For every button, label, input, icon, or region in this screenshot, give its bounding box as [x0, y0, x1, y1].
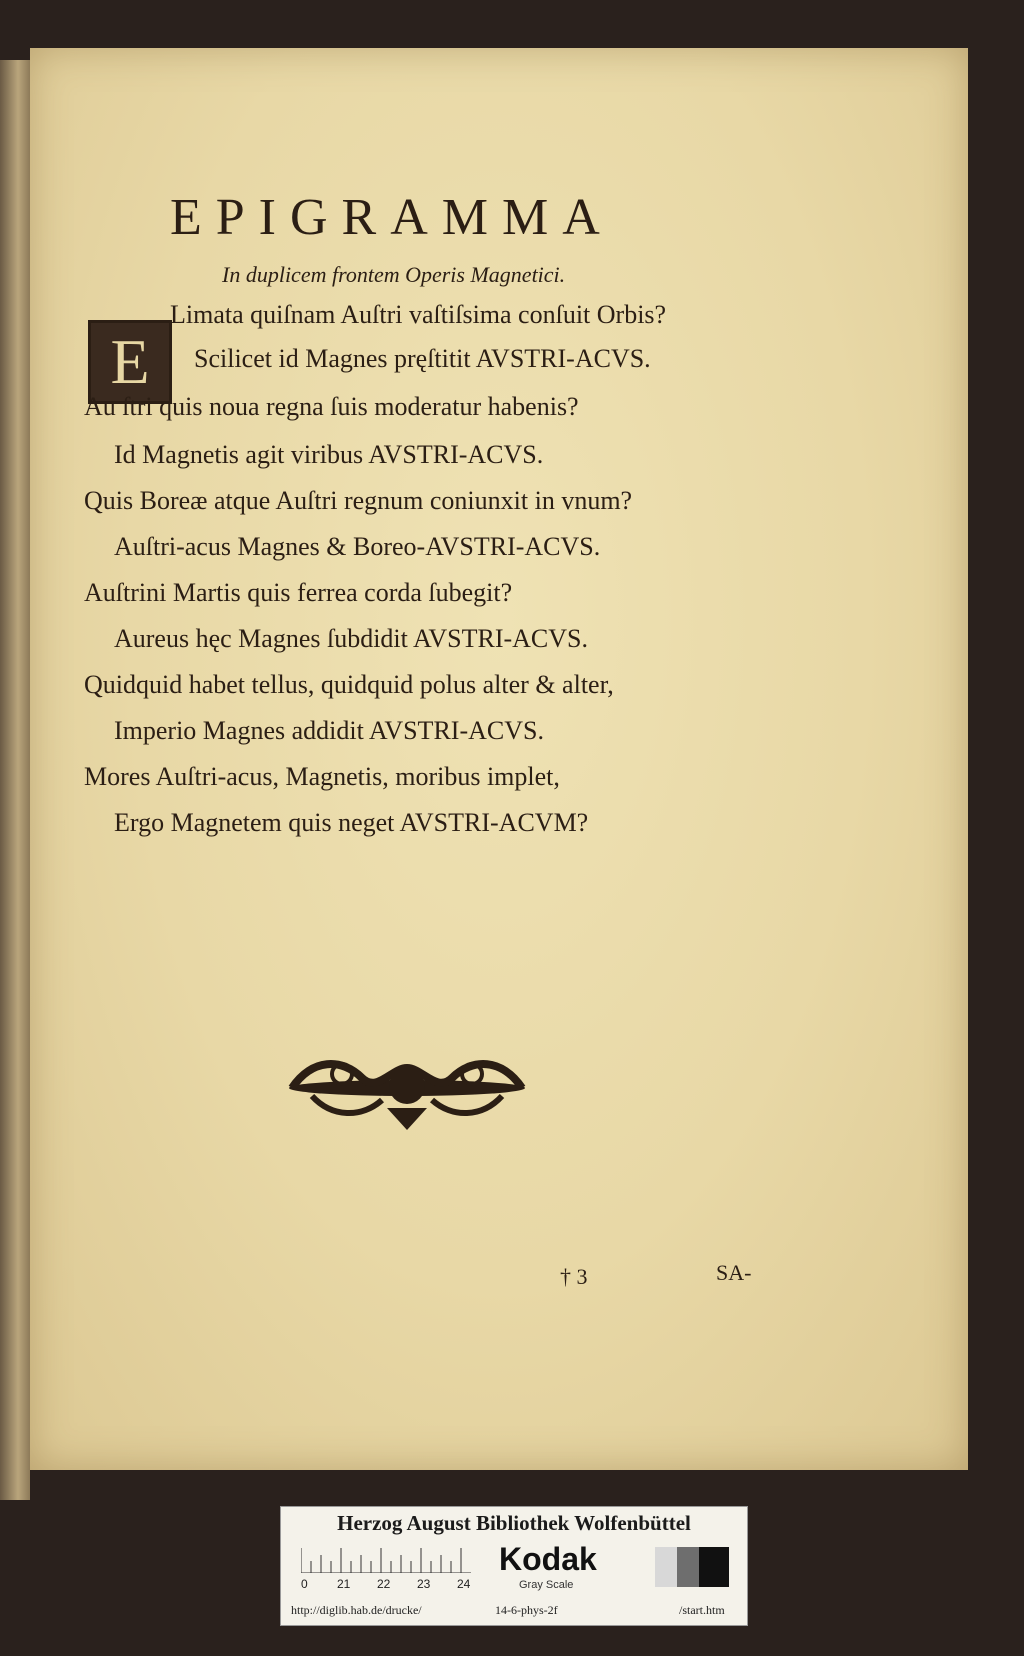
measurement-ruler	[301, 1543, 471, 1573]
document-page	[30, 48, 968, 1470]
catchword: SA-	[716, 1260, 752, 1285]
library-url: http://diglib.hab.de/drucke/	[291, 1603, 422, 1617]
ruler-number: 23	[417, 1577, 431, 1591]
verse-line: Ergo Magnetem quis neget AVSTRI-ACVM?	[114, 808, 589, 837]
verse-line: Imperio Magnes addidit AVSTRI-ACVS.	[114, 716, 544, 745]
gray-scale-label: Gray Scale	[519, 1579, 574, 1591]
verse-line: Mores Auſtri-acus, Magnetis, moribus implet,	[84, 762, 560, 791]
shelfmark: 14-6-phys-2f	[495, 1603, 558, 1617]
initial-letter: E	[110, 326, 150, 397]
gray-patch-dark	[699, 1547, 729, 1587]
ruler-number: 21	[337, 1577, 351, 1591]
gray-patch-mid	[677, 1547, 699, 1587]
page-subtitle: In duplicem frontem Operis Magnetici.	[222, 262, 566, 287]
verse-line: Scilicet id Magnes pręſtitit AVSTRI-ACVS.	[194, 344, 651, 373]
library-color-card	[280, 1506, 748, 1626]
ruler-numbers	[301, 1577, 501, 1593]
verse-line: Auſtrini Martis quis ferrea corda ſubegit?	[84, 578, 513, 607]
verse-line: Auſtri-acus Magnes & Boreo-AVSTRI-ACVS.	[114, 532, 601, 561]
signature-mark: † 3	[560, 1264, 588, 1289]
verse-line: Quis Boreæ atque Auſtri regnum coniunxit in vnum?	[84, 486, 633, 515]
library-name: Herzog August Bibliothek Wolfenbüttel	[337, 1511, 691, 1535]
page-title: EPIGRAMMA	[170, 189, 614, 246]
ruler-number: 0	[301, 1577, 308, 1591]
verse-line: Id Magnetis agit viribus AVSTRI-ACVS.	[114, 440, 544, 469]
kodak-logo: Kodak	[499, 1541, 597, 1577]
ruler-number: 22	[377, 1577, 391, 1591]
verse-line: Limata quiſnam Auſtri vaſtiſsima conſuit Orbis?	[170, 300, 667, 329]
facing-page-edge	[0, 60, 30, 1500]
verse-line: Aureus hęc Magnes ſubdidit AVSTRI-ACVS.	[114, 624, 589, 653]
verse-line: Quidquid habet tellus, quidquid polus alter & alter,	[84, 670, 614, 699]
ornament-vignette	[282, 1038, 532, 1138]
verse-line: Au ſtri quis noua regna ſuis moderatur habenis?	[84, 392, 579, 421]
ruler-number: 24	[457, 1577, 471, 1591]
start-page: /start.htm	[679, 1603, 725, 1617]
gray-patch-light	[655, 1547, 677, 1587]
